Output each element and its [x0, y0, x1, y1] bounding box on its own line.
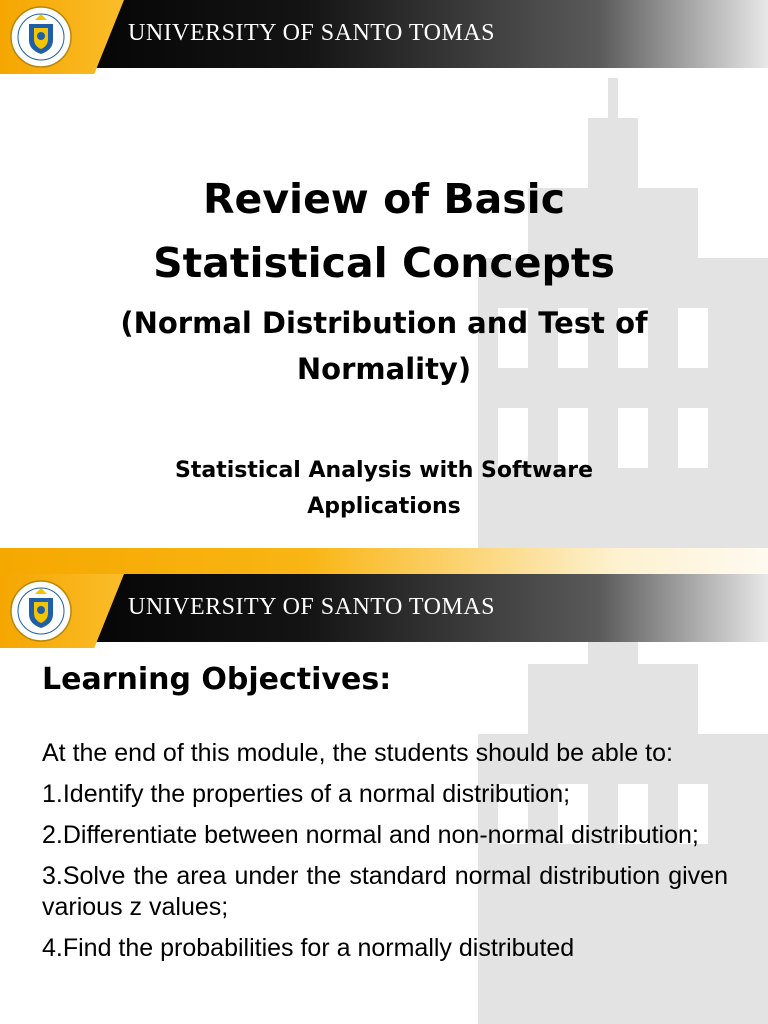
objective-item: 1.Identify the properties of a normal distribution;	[42, 780, 571, 808]
course-name-line-2: Applications	[307, 494, 461, 519]
slide-subtitle-line-1: (Normal Distribution and Test of	[120, 306, 648, 340]
objectives-intro: At the end of this module, the students should be able to:	[42, 739, 673, 767]
university-name: UNIVERSITY OF SANTO TOMAS	[128, 20, 495, 46]
course-name-line-1: Statistical Analysis with Software	[175, 458, 593, 483]
objective-item: 3.Solve the area under the standard normal distribution given various z values;	[42, 862, 728, 921]
ust-seal-icon	[10, 6, 72, 68]
objectives-heading: Learning Objectives:	[42, 662, 392, 697]
objectives-body	[42, 738, 728, 974]
objective-item: 2.Differentiate between normal and non-normal distribution;	[42, 821, 699, 849]
slide-divider-band	[0, 548, 768, 574]
ust-seal-icon	[10, 580, 72, 642]
slide-subtitle-line-2: Normality)	[296, 352, 472, 386]
university-name: UNIVERSITY OF SANTO TOMAS	[128, 594, 495, 620]
objective-item: 4.Find the probabilities for a normally distributed	[42, 934, 575, 962]
objectives-slide	[0, 574, 768, 1024]
slide-title-line-1: Review of Basic	[202, 175, 566, 223]
slide-title-line-2: Statistical Concepts	[153, 239, 615, 287]
